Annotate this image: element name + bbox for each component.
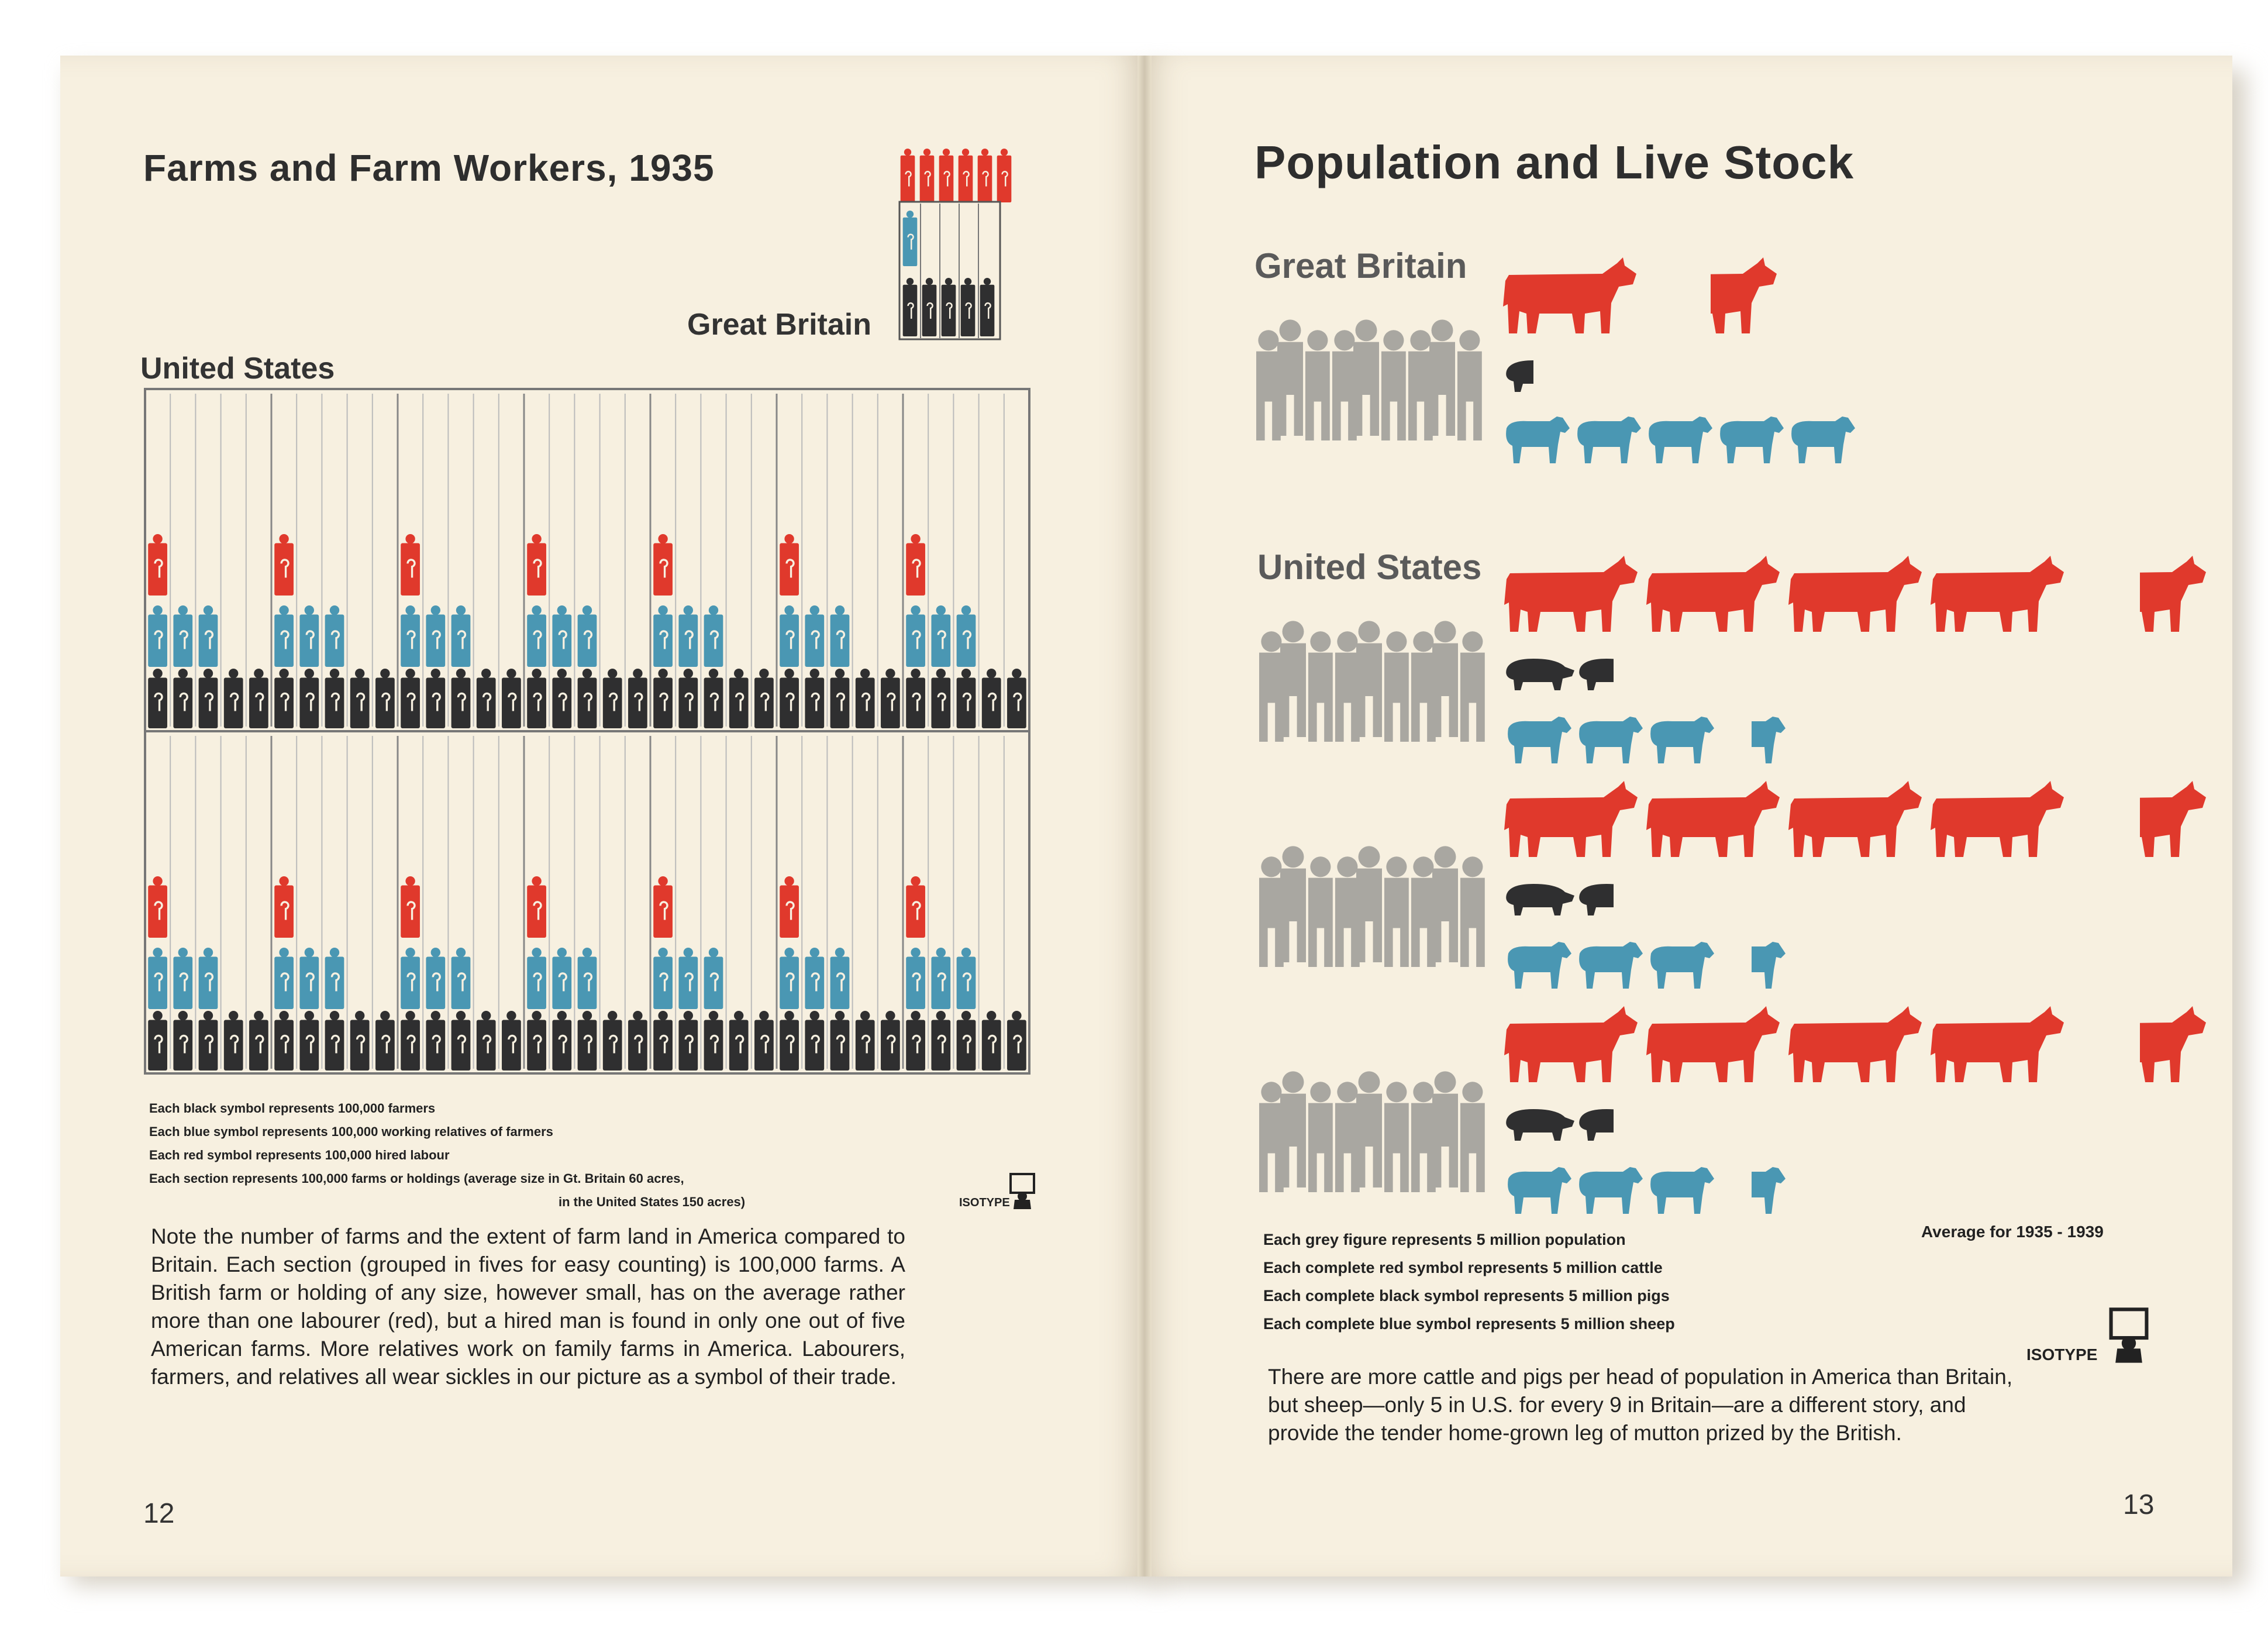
population-figure	[1356, 621, 1382, 737]
us-sheep-symbol	[1650, 1167, 1714, 1214]
population-figure	[1256, 330, 1281, 440]
us-cattle-symbol	[2073, 1006, 2206, 1082]
us-sheep-symbol	[1722, 717, 1786, 763]
population-figure	[1411, 856, 1436, 967]
us-cattle-symbol	[2073, 781, 2206, 857]
legend-black-pigs: Each complete black symbol represents 5 million pigs	[1263, 1287, 1670, 1304]
isotype-label-right: ISOTYPE	[2026, 1345, 2098, 1364]
us-sheep-symbol	[1722, 942, 1786, 989]
legend-red: Each red symbol represents 100,000 hired labour	[149, 1148, 450, 1162]
us-cattle-symbol	[1788, 781, 1922, 857]
population-figure	[1460, 856, 1485, 967]
gb-pig-row	[1506, 360, 1574, 392]
legend-section: Each section represents 100,000 farms or holdings (average size in Gt. Britain 60 acres,	[149, 1171, 684, 1186]
population-figure	[1335, 856, 1360, 967]
us-label: United States	[140, 352, 335, 385]
population-figure	[1308, 631, 1333, 742]
right-legend	[1263, 1226, 1675, 1338]
us-sheep-symbol	[1722, 1167, 1786, 1214]
population-figure	[1259, 1082, 1284, 1192]
us-sheep-row	[1508, 717, 1786, 763]
us-pig-row	[1506, 659, 1647, 690]
population-figure	[1460, 631, 1485, 742]
us-cattle-symbol	[1788, 556, 1922, 632]
population-figure	[1460, 1082, 1485, 1192]
us-sheep-symbol	[1650, 942, 1714, 989]
us-sheep-symbol	[1579, 1167, 1643, 1214]
us-label-right: United States	[1257, 548, 1482, 587]
us-cattle-symbol	[1931, 556, 2064, 632]
us-cattle-symbol	[1931, 781, 2064, 857]
us-pig-row	[1506, 1109, 1647, 1141]
population-figure	[1259, 631, 1284, 742]
us-sheep-symbol	[1508, 717, 1571, 763]
gb-cattle-row	[1503, 257, 1777, 333]
population-figure	[1280, 621, 1306, 737]
us-pig-symbol	[1579, 659, 1647, 690]
population-figure	[1432, 846, 1458, 962]
us-sheep-symbol	[1508, 942, 1571, 989]
us-cattle-row	[1504, 781, 2206, 857]
us-cattle-symbol	[1931, 1006, 2064, 1082]
gb-pig-symbol	[1506, 360, 1574, 392]
left-page-title: Farms and Farm Workers, 1935	[143, 147, 715, 189]
us-sheep-symbol	[1508, 1167, 1571, 1214]
population-figure	[1308, 1082, 1333, 1192]
population-figure	[1384, 856, 1409, 967]
gb-sheep-symbol	[1649, 417, 1712, 463]
right-page-title: Population and Live Stock	[1254, 136, 1855, 188]
legend-section-cont: in the United States 150 acres)	[559, 1195, 746, 1209]
population-figure	[1429, 319, 1455, 436]
legend-grey: Each grey figure represents 5 million population	[1263, 1231, 1626, 1248]
population-figure	[1384, 631, 1409, 742]
us-sheep-symbol	[1579, 717, 1643, 763]
gb-sheep-symbol	[1577, 417, 1641, 463]
legend-black: Each black symbol represents 100,000 farmers	[149, 1101, 436, 1116]
gb-sheep-symbol	[1791, 417, 1855, 463]
population-figure	[1408, 330, 1433, 440]
gb-sheep-symbol	[1506, 417, 1570, 463]
population-figure	[1432, 1071, 1458, 1187]
us-cattle-symbol	[1646, 1006, 1780, 1082]
population-figure	[1277, 319, 1303, 436]
population-figure	[1356, 1071, 1382, 1187]
us-sheep-row	[1508, 1167, 1786, 1214]
population-figure	[1432, 621, 1458, 737]
us-pig-row	[1506, 884, 1647, 915]
population-figure	[1259, 856, 1284, 967]
us-pig-symbol	[1506, 884, 1574, 915]
right-body-text: There are more cattle and pigs per head of population in America than Britain, but sheep—only 5 in U.S. for every 9 in Britain—are a different story, and provide the tender home-grown leg of mutton prized by the British.	[1268, 1365, 2013, 1445]
gb-sheep-row	[1506, 417, 1855, 463]
population-figure	[1280, 1071, 1306, 1187]
gb-sheep-symbol	[1720, 417, 1784, 463]
us-cattle-symbol	[2073, 556, 2206, 632]
population-figure	[1332, 330, 1357, 440]
population-figure	[1308, 856, 1333, 967]
population-figure	[1384, 1082, 1409, 1192]
population-figure	[1353, 319, 1379, 436]
legend-blue-sheep: Each complete blue symbol represents 5 million sheep	[1263, 1315, 1675, 1333]
us-population-group	[1259, 621, 1485, 742]
population-figure	[1381, 330, 1406, 440]
legend-blue: Each blue symbol represents 100,000 working relatives of farmers	[149, 1124, 553, 1139]
average-years: Average for 1935 - 1939	[1921, 1223, 2104, 1241]
us-population-group	[1259, 1071, 1485, 1192]
us-pig-symbol	[1579, 1109, 1647, 1141]
isotype-label-left: ISOTYPE	[959, 1196, 1010, 1209]
us-population-group	[1259, 846, 1485, 967]
us-pig-symbol	[1506, 1109, 1574, 1141]
gb-cattle-symbol	[1503, 257, 1636, 333]
isotype-logo-icon-right	[2108, 1307, 2149, 1363]
us-cattle-row	[1504, 1006, 2206, 1082]
population-figure	[1457, 330, 1482, 440]
population-figure	[1280, 846, 1306, 962]
us-cattle-symbol	[1646, 781, 1780, 857]
us-pig-symbol	[1506, 659, 1574, 690]
population-figure	[1356, 846, 1382, 962]
left-body-text: Note the number of farms and the extent of farm land in America compared to Britain. Each section (grouped in fives for easy counting) is 100,000 farms. A British farm or holding of any size, however small, has on the average rather more than one labourer (red), but a hired man is found in only one out of five American farms. More relatives work on family farms in America. Labourers, farmers, and relatives all wear sickles in our picture as a symbol of their trade.	[151, 1224, 905, 1389]
us-sheep-row	[1508, 942, 1786, 989]
us-cattle-symbol	[1504, 1006, 1638, 1082]
gb-cattle-symbol	[1643, 257, 1777, 333]
population-figure	[1335, 631, 1360, 742]
gb-label-right: Great Britain	[1254, 246, 1467, 285]
legend-red-cattle: Each complete red symbol represents 5 million cattle	[1263, 1259, 1663, 1276]
population-figure	[1411, 631, 1436, 742]
us-cattle-symbol	[1788, 1006, 1922, 1082]
us-pig-symbol	[1579, 884, 1647, 915]
us-cattle-symbol	[1646, 556, 1780, 632]
us-cattle-symbol	[1504, 556, 1638, 632]
gb-population-group	[1256, 319, 1482, 440]
gb-label: Great Britain	[687, 308, 871, 342]
population-figure	[1305, 330, 1330, 440]
us-cattle-row	[1504, 556, 2206, 632]
page-number-left: 12	[143, 1498, 175, 1529]
us-sheep-symbol	[1579, 942, 1643, 989]
us-sheep-symbol	[1650, 717, 1714, 763]
us-cattle-symbol	[1504, 781, 1638, 857]
population-figure	[1411, 1082, 1436, 1192]
population-figure	[1335, 1082, 1360, 1192]
page-number-right: 13	[2123, 1489, 2155, 1520]
